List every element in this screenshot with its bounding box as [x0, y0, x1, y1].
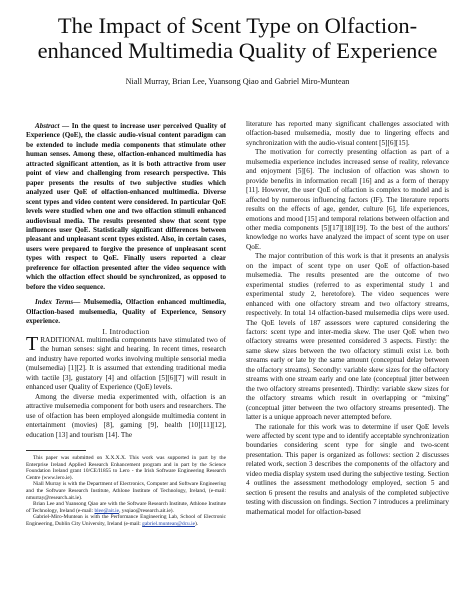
- right-paragraph-2: The motivation for correctly presenting olfaction as part of a mulsemedia experience includes increased sense of reality, relevance and enjoyment [5][6]. The inclusion of olfaction was shown to provide benefits in information recall [16] and as a form of therapy [11]. However, the user QoE of olfaction is complex to model and is affected by numerous influencing factors (IF). The literature reports results on the effects of age, gender, culture [6], life experiences, emotions and mood [15] and temporal relations between olfaction and other media components [5][17][18][19]. To the best of the authors' knowledge no works have analyzed the impact of scent type on user QoE.: [246, 148, 449, 251]
- index-terms-label: Index Terms: [35, 298, 74, 307]
- footnote-author-lee-qiao: Brian Lee and Yuansong Qiao are with the Software Research Institute, Athlone Institute of Technology, Ireland (e-mail: blee@ait.ie, ysqiao@research.ait.ie).: [26, 501, 226, 514]
- left-column: [26, 122, 226, 608]
- section-heading-introduction: I. Introduction: [102, 326, 150, 336]
- email-link-blee[interactable]: blee@ait.ie: [94, 507, 120, 514]
- footnotes: [26, 455, 226, 528]
- abstract: [26, 122, 226, 292]
- index-terms-text: — Mulsemedia, Olfaction enhanced multimedia, Olfaction-based mulsemedia, Quality of Experience, Sensory experience.: [26, 298, 226, 326]
- right-paragraph-3: The major contribution of this work is that it presents an analysis on the impact of scent type on user QoE of olfaction-based mulsemedia. The results presented are the outcome of two experimental studies (referred to as experimental study 1 and experimental study 2, heretofore). The video sequences were enhanced with one olfactory stream and two olfactory streams, respectively. In total 14 olfaction-based mulsemedia clips were used. The QoE levels of 187 assessors were captured considering the factors: scent type and inter-media skew. The user QoE when two olfactory streams were presented considered 3 aspects. Firstly: the same skew sizes between the two olfactory stimuli exist i.e. both streams early or late by the same amount (conceptual delay between the olfactory streams). Secondly: variable skew sizes for the olfactory streams with one stream early and one late (conceptual jitter between the two olfactory streams presented). Thirdly: variable skew sizes for the olfactory streams which result in overlapping or “mixing” (conceptual jitter between the two olfactory streams presented). The latter is a unique approach never attempted before.: [246, 252, 449, 422]
- abstract-label: Abstract: [35, 122, 60, 130]
- right-paragraph-1: literature has reported many significant challenges associated with olfaction-based mulsemedia, mostly due to lingering effects and synchronization with the audio-visual content [5][6][15].: [246, 120, 449, 147]
- intro-paragraph-1-text: RADITIONAL multimedia components have stimulated two of the human senses: sight and hearing. In recent times, research and industry have reported works involving multiple sensorial media (mulsemedia) [1][2]. It is assumed that extending traditional media with tactile [3], gustatory [4] and olfaction [5][6][7] will result in enhanced user Quality of Experience (QoE) levels.: [26, 335, 226, 392]
- intro-paragraph-2: Among the diverse media experimented with, olfaction is an attractive mulsemedia component for both users and researchers. The use of olfaction has been employed alongside multimedia content in entertainment (movies) [8], gaming [9], health [10][11][12], education [13] and tourism [14]. The: [26, 392, 226, 439]
- abstract-text: — In the quest to increase user perceived Quality of Experience (QoE), the classic audio-visual content paradigm can be extended to include media components that stimulate other human senses. Among these, olfaction-enhanced multimedia has attracted significant attention, as it is both attractive from user point of view and challenging from research perspective. This paper presents the results of two subjective studies which analyzed user QoE of olfaction-enhanced multimedia. Diverse scent types and video content were considered. In particular QoE levels were studied when one and two olfaction stimuli enhanced audiovisual media. The results presented show that scent type influences user QoE. Statistically significant differences between pleasant and unpleasant scent types existed. Also, in certain cases, users were prepared to forgive the presence of unpleasant scent types with respect to QoE. Finally users reported a clear preference for olfaction presented after the video sequence with which the olfaction effect should be synchronized, as opposed to before the video sequence.: [26, 122, 226, 291]
- footnote-author-murray: Niall Murray is with the Department of Electronics, Computer and Software Engineering and the Software Research Institute, Athlone Institute of Technology, Ireland, (e-mail: nmurray@research.ait.ie).: [26, 481, 226, 501]
- right-column: [246, 120, 449, 610]
- drop-cap: T: [26, 332, 39, 355]
- paper-title: The Impact of Scent Type on Olfaction-enhanced Multimedia Quality of Experience: [37, 13, 438, 63]
- footnote-author-muntean: Gabriel-Miro-Muntean is with the Performance Engineering Lab, School of Electronic Engineering, Dublin City University, Ireland (e-mail: gabriel.muntean@dcu.ie).: [26, 514, 226, 527]
- footnote-rule: [26, 450, 86, 451]
- email-link-muntean[interactable]: gabriel.muntean@dcu.ie: [142, 520, 195, 527]
- author-list: Niall Murray, Brian Lee, Yuansong Qiao and Gabriel Miro-Muntean: [125, 77, 350, 86]
- index-terms: [26, 298, 226, 326]
- footnote-funding: This paper was submitted on X.X.X.X. This work was supported in part by the Enterprise Ireland Applied Research Enhancement program and in part by the Science Foundation Ireland grant 10/CE/I1855 to Lero - the Irish Software Engineering Research Centre (www.lero.ie).: [26, 454, 226, 481]
- right-paragraph-4: The rationale for this work was to determine if user QoE levels were affected by scent type and to identify acceptable synchronization boundaries considering scent type for single and two-scent presentation. This paper is organized as follows: section 2 discusses related work, section 3 describes the components of the olfactory and video media display system used during the subjective testing. Section 4 outlines the assessment methodology employed, section 5 and section 6 present the results and analysis of the completed subjective testing with discussion on findings. Section 7 introduces a preliminary mathematical model for olfaction-based: [246, 422, 449, 516]
- intro-paragraph-1: [26, 332, 226, 393]
